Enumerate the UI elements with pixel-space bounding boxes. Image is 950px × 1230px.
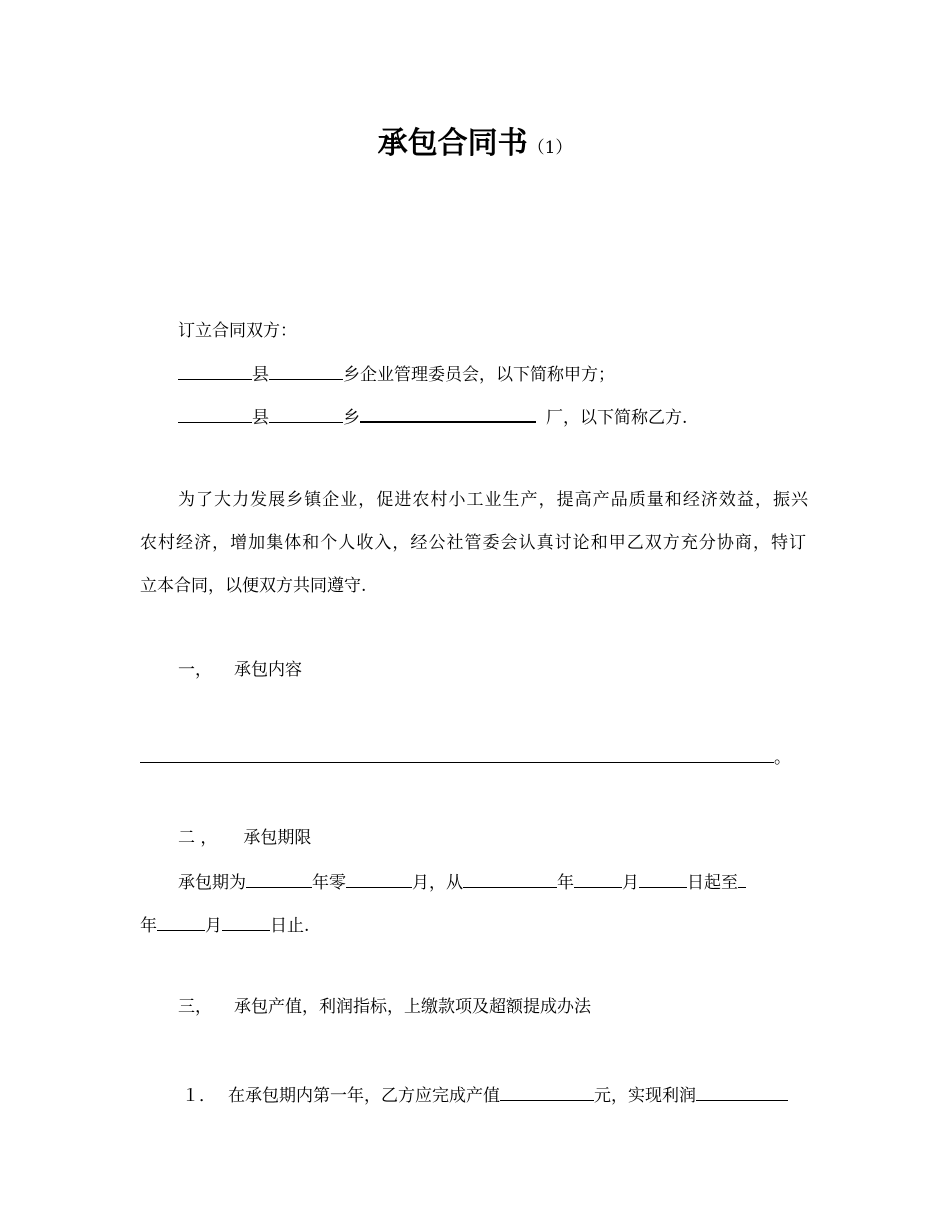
section-3-title: 承包产值，利润指标，上缴款项及超额提成办法 bbox=[234, 997, 591, 1017]
blank-months bbox=[346, 871, 412, 888]
item-1-unit: 元，实现利润 bbox=[594, 1086, 696, 1106]
purpose-line-2: 农村经济，增加集体和个人收入，经公社管委会认真讨论和甲乙双方充分协商，特订 bbox=[140, 533, 806, 553]
purpose-line-1: 为了大力发展乡镇企业，促进农村小工业生产，提高产品质量和经济效益，振兴 bbox=[178, 490, 808, 510]
section-2-number: 二 ， bbox=[178, 828, 218, 848]
section-3-number: 三， bbox=[178, 997, 212, 1017]
section-1-title: 承包内容 bbox=[234, 660, 302, 680]
section-1-heading bbox=[178, 660, 302, 680]
blank-end-year-start bbox=[738, 871, 746, 888]
term-year: 年 bbox=[557, 873, 574, 893]
parties-intro: 订立合同双方： bbox=[178, 321, 297, 341]
section-3-heading bbox=[178, 997, 591, 1017]
township-label-b: 乡 bbox=[343, 408, 360, 428]
item-1-line bbox=[182, 1084, 788, 1106]
section-2-heading bbox=[178, 828, 311, 848]
party-a-line bbox=[178, 363, 615, 385]
term-end-text: 日止. bbox=[270, 916, 310, 936]
blank-township-a bbox=[269, 363, 343, 380]
factory-text-b: 厂，以下简称乙方. bbox=[546, 408, 688, 428]
term-day-until: 日起至 bbox=[687, 873, 738, 893]
term-end-month: 月 bbox=[205, 916, 222, 936]
term-prefix: 承包期为 bbox=[178, 873, 246, 893]
section-2-title: 承包期限 bbox=[243, 828, 312, 848]
term-end-year: 年 bbox=[140, 916, 157, 936]
blank-end-day bbox=[222, 914, 270, 931]
blank-factory-name bbox=[360, 405, 536, 423]
title-main: 承包合同书 bbox=[377, 126, 528, 161]
term-line-1 bbox=[178, 871, 746, 893]
section-1-number: 一， bbox=[178, 660, 212, 680]
section-1-content-line bbox=[140, 746, 791, 768]
blank-start-year bbox=[463, 871, 557, 888]
blank-output-value bbox=[500, 1084, 594, 1101]
blank-years bbox=[246, 871, 312, 888]
purpose-line-3: 立本合同，以便双方共同遵守. bbox=[140, 576, 367, 596]
item-1-number: １． bbox=[182, 1086, 216, 1106]
blank-start-month bbox=[574, 871, 622, 888]
document-title bbox=[0, 118, 950, 162]
title-suffix: （1） bbox=[527, 138, 573, 158]
term-year-zero: 年零 bbox=[312, 873, 346, 893]
blank-start-day bbox=[639, 871, 687, 888]
blank-county-b bbox=[178, 406, 252, 423]
item-1-text: 在承包期内第一年，乙方应完成产值 bbox=[228, 1086, 500, 1106]
section-1-end-mark: 。 bbox=[774, 748, 791, 768]
blank-contract-content bbox=[140, 746, 774, 763]
blank-township-b bbox=[269, 406, 343, 423]
blank-county-a bbox=[178, 363, 252, 380]
term-month: 月 bbox=[622, 873, 639, 893]
blank-end-month bbox=[157, 914, 205, 931]
county-label-b: 县 bbox=[252, 408, 269, 428]
term-month-from: 月，从 bbox=[412, 873, 463, 893]
blank-profit bbox=[696, 1084, 788, 1101]
county-label-a: 县 bbox=[252, 365, 269, 385]
term-line-2 bbox=[140, 914, 309, 936]
township-text-a: 乡企业管理委员会，以下简称甲方； bbox=[343, 365, 615, 385]
party-b-line bbox=[178, 405, 687, 428]
